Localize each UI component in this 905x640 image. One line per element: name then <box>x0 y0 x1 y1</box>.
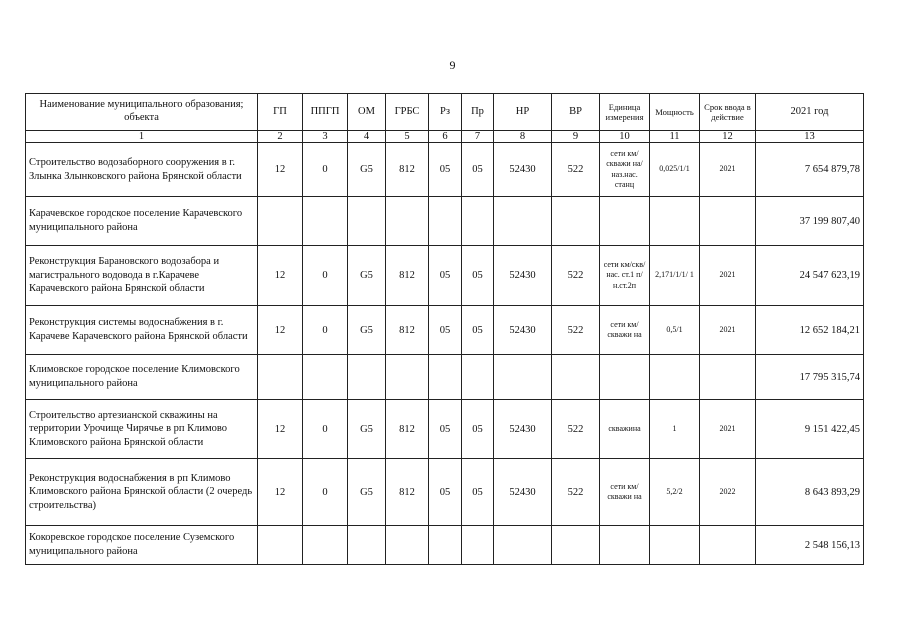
header-cell-amount: 2021 год <box>756 94 864 131</box>
amount-cell: 17 795 315,74 <box>756 355 864 400</box>
rz-cell <box>429 355 462 400</box>
table-row <box>26 197 864 246</box>
pr-cell <box>462 355 494 400</box>
vr-cell: 522 <box>552 246 600 306</box>
rz-cell: 05 <box>429 459 462 526</box>
object-name-cell: Карачевское городское поселение Карачевского муниципального района <box>26 197 258 246</box>
nr-cell <box>494 197 552 246</box>
unit-cell: сети км/скв/нас. ст.1 п/н.ст.2п <box>600 246 650 306</box>
header-cell-nr: НР <box>494 94 552 131</box>
gp-cell: 12 <box>258 143 303 197</box>
object-name-cell: Реконструкция водоснабжения в рп Климово Климовского района Брянской области (2 очередь строительства) <box>26 459 258 526</box>
om-cell <box>348 197 386 246</box>
pr-cell <box>462 526 494 565</box>
column-number: 4 <box>348 131 386 143</box>
year-cell: 2021 <box>700 143 756 197</box>
column-number: 8 <box>494 131 552 143</box>
header-cell-gp: ГП <box>258 94 303 131</box>
nr-cell <box>494 355 552 400</box>
om-cell: G5 <box>348 306 386 355</box>
amount-cell: 37 199 807,40 <box>756 197 864 246</box>
power-cell: 1 <box>650 400 700 459</box>
om-cell: G5 <box>348 459 386 526</box>
table-row <box>26 355 864 400</box>
grbs-cell: 812 <box>386 400 429 459</box>
pr-cell: 05 <box>462 459 494 526</box>
header-cell-name: Наименование муниципального образования; объекта <box>26 94 258 131</box>
table-row <box>26 526 864 565</box>
unit-cell: скважина <box>600 400 650 459</box>
grbs-cell <box>386 197 429 246</box>
power-cell: 0,025/1/1 <box>650 143 700 197</box>
pr-cell <box>462 197 494 246</box>
table-row <box>26 400 864 459</box>
vr-cell: 522 <box>552 306 600 355</box>
amount-cell: 9 151 422,45 <box>756 400 864 459</box>
column-number: 6 <box>429 131 462 143</box>
om-cell: G5 <box>348 400 386 459</box>
unit-cell: сети км/скважи на <box>600 459 650 526</box>
gp-cell <box>258 197 303 246</box>
table-row <box>26 143 864 197</box>
unit-cell: сети км/скважи на <box>600 306 650 355</box>
table-row <box>26 306 864 355</box>
vr-cell <box>552 197 600 246</box>
object-name-cell: Реконструкция системы водоснабжения в г. Карачеве Карачевского района Брянской области <box>26 306 258 355</box>
table-row <box>26 246 864 306</box>
column-number: 13 <box>756 131 864 143</box>
grbs-cell: 812 <box>386 306 429 355</box>
rz-cell: 05 <box>429 400 462 459</box>
column-number: 10 <box>600 131 650 143</box>
column-number: 5 <box>386 131 429 143</box>
column-number: 3 <box>303 131 348 143</box>
pr-cell: 05 <box>462 306 494 355</box>
column-number: 2 <box>258 131 303 143</box>
ppgp-cell <box>303 526 348 565</box>
year-cell: 2021 <box>700 246 756 306</box>
vr-cell: 522 <box>552 400 600 459</box>
rz-cell: 05 <box>429 143 462 197</box>
nr-cell: 52430 <box>494 246 552 306</box>
om-cell: G5 <box>348 246 386 306</box>
header-cell-ppgp: ППГП <box>303 94 348 131</box>
nr-cell: 52430 <box>494 143 552 197</box>
column-number: 7 <box>462 131 494 143</box>
amount-cell: 7 654 879,78 <box>756 143 864 197</box>
object-name-cell: Реконструкция Барановского водозабора и магистрального водовода в г.Карачеве Карачевского района Брянской области <box>26 246 258 306</box>
rz-cell: 05 <box>429 306 462 355</box>
gp-cell: 12 <box>258 306 303 355</box>
ppgp-cell: 0 <box>303 306 348 355</box>
year-cell: 2022 <box>700 459 756 526</box>
grbs-cell <box>386 526 429 565</box>
power-cell <box>650 526 700 565</box>
page-number: 9 <box>449 58 456 72</box>
pr-cell: 05 <box>462 246 494 306</box>
rz-cell <box>429 197 462 246</box>
header-cell-om: ОМ <box>348 94 386 131</box>
pr-cell: 05 <box>462 143 494 197</box>
object-name-cell: Климовское городское поселение Климовского муниципального района <box>26 355 258 400</box>
header-cell-grbs: ГРБС <box>386 94 429 131</box>
nr-cell: 52430 <box>494 459 552 526</box>
om-cell <box>348 355 386 400</box>
unit-cell: сети км/скважи на/наз.нас. станц <box>600 143 650 197</box>
rz-cell: 05 <box>429 246 462 306</box>
om-cell: G5 <box>348 143 386 197</box>
object-name-cell: Кокоревское городское поселение Суземского муниципального района <box>26 526 258 565</box>
header-cell-pr: Пр <box>462 94 494 131</box>
vr-cell: 522 <box>552 143 600 197</box>
amount-cell: 12 652 184,21 <box>756 306 864 355</box>
om-cell <box>348 526 386 565</box>
column-number-row <box>26 131 864 143</box>
nr-cell <box>494 526 552 565</box>
ppgp-cell <box>303 355 348 400</box>
header-cell-vr: ВР <box>552 94 600 131</box>
gp-cell: 12 <box>258 459 303 526</box>
rz-cell <box>429 526 462 565</box>
header-row <box>26 94 864 131</box>
ppgp-cell: 0 <box>303 459 348 526</box>
amount-cell: 8 643 893,29 <box>756 459 864 526</box>
gp-cell: 12 <box>258 246 303 306</box>
column-number: 1 <box>26 131 258 143</box>
year-cell <box>700 355 756 400</box>
grbs-cell: 812 <box>386 246 429 306</box>
unit-cell <box>600 526 650 565</box>
power-cell: 2,171/1/1/ 1 <box>650 246 700 306</box>
grbs-cell: 812 <box>386 459 429 526</box>
power-cell: 0,5/1 <box>650 306 700 355</box>
ppgp-cell <box>303 197 348 246</box>
header-cell-unit: Единица измерения <box>600 94 650 131</box>
header-cell-rz: Рз <box>429 94 462 131</box>
column-number: 9 <box>552 131 600 143</box>
year-cell <box>700 197 756 246</box>
ppgp-cell: 0 <box>303 143 348 197</box>
power-cell <box>650 197 700 246</box>
column-number: 12 <box>700 131 756 143</box>
gp-cell: 12 <box>258 400 303 459</box>
object-name-cell: Строительство водозаборного сооружения в г. Злынка Злынковского района Брянской области <box>26 143 258 197</box>
vr-cell <box>552 526 600 565</box>
amount-cell: 2 548 156,13 <box>756 526 864 565</box>
pr-cell: 05 <box>462 400 494 459</box>
object-name-cell: Строительство артезианской скважины на территории Урочище Чирячье в рп Климово Климовского района Брянской области <box>26 400 258 459</box>
gp-cell <box>258 526 303 565</box>
power-cell <box>650 355 700 400</box>
header-cell-year: Срок ввода в действие <box>700 94 756 131</box>
ppgp-cell: 0 <box>303 400 348 459</box>
table-row <box>26 459 864 526</box>
vr-cell: 522 <box>552 459 600 526</box>
vr-cell <box>552 355 600 400</box>
grbs-cell <box>386 355 429 400</box>
nr-cell: 52430 <box>494 306 552 355</box>
ppgp-cell: 0 <box>303 246 348 306</box>
power-cell: 5,2/2 <box>650 459 700 526</box>
budget-table <box>25 93 864 565</box>
gp-cell <box>258 355 303 400</box>
nr-cell: 52430 <box>494 400 552 459</box>
year-cell: 2021 <box>700 400 756 459</box>
year-cell <box>700 526 756 565</box>
unit-cell <box>600 197 650 246</box>
column-number: 11 <box>650 131 700 143</box>
unit-cell <box>600 355 650 400</box>
year-cell: 2021 <box>700 306 756 355</box>
grbs-cell: 812 <box>386 143 429 197</box>
amount-cell: 24 547 623,19 <box>756 246 864 306</box>
header-cell-power: Мощность <box>650 94 700 131</box>
